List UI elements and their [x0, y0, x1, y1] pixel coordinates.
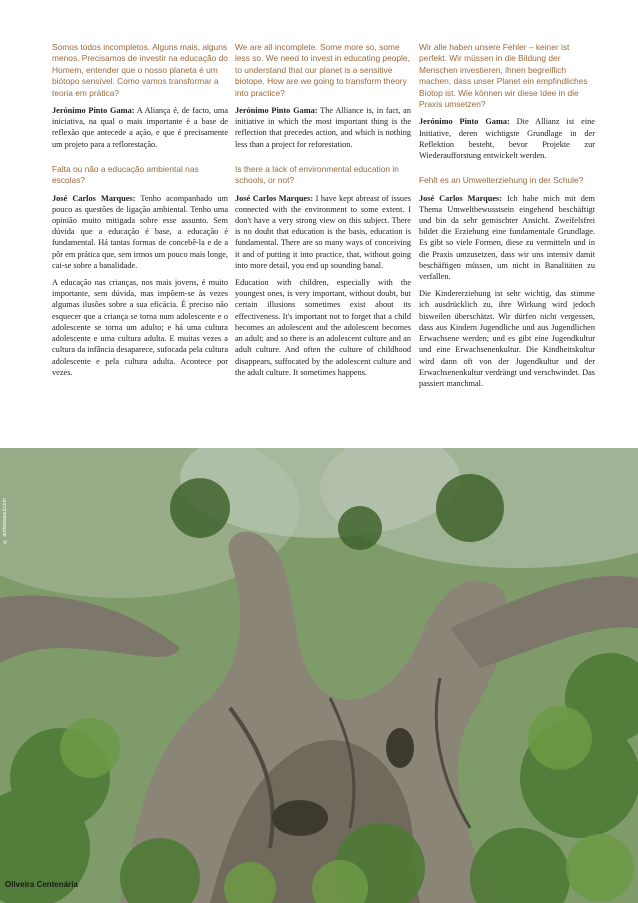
- answer-text: Tenho acompanhado um pouco as questões de ligação ambiental. Tenho uma opinião muito mitigada sobre esse assunto. Sem dúvida que a educação é base, a educação é fundamental. Há tantas formas de concebê-la e de a pôr em prática que, sem irmos um pouco mais longe, cai-se sobre a banalidade.: [52, 193, 228, 270]
- text-columns: [52, 42, 616, 442]
- answer-text: Ich habe mich mit dem Thema Umweltbewusstsein eingehend beschäftigt und bin da sehr gemischter Ansicht. Zweifelsfrei bildet die Erziehung eine fundamentale Grundlage. Es gibt so viele Formen, diese zu vermitteln und in die Praxis umzusetzen, dass wir uns intensiv damit beschäftigen müssen, um nicht in Banalitäten zu verfallen.: [419, 193, 595, 282]
- question-2: Falta ou não a educação ambiental nas escolas?: [52, 163, 199, 186]
- answer-text: The Alliance is, in fact, an initiative in which the most important thing is the reflection that precedes action, and which is nothing less than a project for reforestation.: [235, 106, 411, 149]
- column-english: [235, 42, 411, 384]
- answer-1: [235, 105, 411, 150]
- question-1: We are all incomplete. Some more so, some less so. We need to invest in educating people, to understand that our planet is a sensitive biotope. How are we going to transform theory into practice?: [235, 42, 410, 98]
- answer-2: [52, 193, 228, 271]
- question-1: Somos todos incompletos. Alguns mais, alguns menos. Precisamos de investir na educação do Homem, entender que o nosso planeta é um biótopo sensível. Como vamos transformar a teoria em prática?: [52, 42, 228, 98]
- olive-tree-photo: [0, 448, 638, 903]
- answer-2: [419, 193, 595, 283]
- speaker-name: José Carlos Marques:: [419, 193, 503, 203]
- answer-3: Education with children, especially with the youngest ones, is very important, without doubt, but certain illusions sometimes exist about its effectiveness. It's important not to forget that a child becomes an adolescent and the adolescent becomes an adult; and so there is an adolescent culture and an adult culture. And often the culture of childhood disappears, suffocated by the adolescent culture and the adult culture. It sometimes happens.: [235, 278, 411, 377]
- answer-3: Die Kindererziehung ist sehr wichtig, das stimme ich ausdrücklich zu, ihre Wirkung wird jedoch bisweilen überschätzt. Wir dürfen nicht vergessen, dass aus Kindern Jugendliche und aus Jugendlichen Erwachsene werden; und es gibt eine Jugendkultur und eine Erwachsenenkultur. Die Kindheitskultur wird dann oft von der Jugendkultur und der Erwachsenenkultur verdrängt und verschwindet. Das passiert manchmal.: [419, 289, 595, 388]
- speaker-name: José Carlos Marques:: [235, 193, 314, 203]
- olive-tree-illustration: [0, 448, 638, 903]
- photo-credit: © andreaspaul.com: [2, 498, 8, 544]
- question-2: Fehlt es an Umwelterziehung in der Schule?: [419, 175, 584, 186]
- answer-text: A Aliança é, de facto, uma iniciativa, na qual o mais importante é a base de reflexão que antecede a ação, e que é precisamente um projeto para a reflorestação.: [52, 106, 229, 149]
- answer-3: A educação nas crianças, nos mais jovens, é muito importante, sem dúvida, mas impõem-se às vezes algumas ilusões sobre a sua eficácia. É preciso não esquecer que a criança se torna num adolescente e o adolescente se torna um adulto; e há uma cultura adolescente e uma cultura adulta. E muitas vezes a cultura da infância desaparece, sufocada pela cultura adolescente e pela cultura adulta. Acontece por vezes.: [52, 278, 228, 377]
- speaker-name: Jerónimo Pinto Gama:: [52, 106, 135, 116]
- photo-caption: Oliveira Centenária: [5, 880, 78, 889]
- question-2: Is there a lack of environmental education in schools, or not?: [235, 163, 399, 186]
- speaker-name: Jerónimo Pinto Gama:: [419, 117, 510, 127]
- answer-text: I have kept abreast of issues connected with the environment to some extent. I don't have a very strong view on this subject. There is no doubt that education is the basis, education is fundamental. There are so many ways of conceiving it and of putting it into practice, that, without going into more detail, you end up sounding banal.: [235, 193, 411, 270]
- column-german: [419, 42, 595, 395]
- speaker-name: José Carlos Marques:: [52, 193, 136, 203]
- answer-1: [419, 116, 595, 161]
- column-portuguese: [52, 42, 228, 384]
- answer-2: [235, 193, 411, 271]
- answer-text: Die Allianz ist eine Initiative, deren wichtigste Grundlage in der Reflektion besteht, bevor Projekte zur Wiederaufforstung entwickelt werden.: [419, 117, 595, 161]
- question-1: Wir alle haben unsere Fehler – keiner ist perfekt. Wir müssen in die Bildung der Menschen investieren, ihnen begreiflich machen, dass unser Planet ein empfindliches Biotop ist. Wie können wir diese Idee in die Praxis umsetzen?: [419, 42, 588, 110]
- speaker-name: Jerónimo Pinto Gama:: [235, 106, 318, 116]
- answer-1: [52, 105, 228, 150]
